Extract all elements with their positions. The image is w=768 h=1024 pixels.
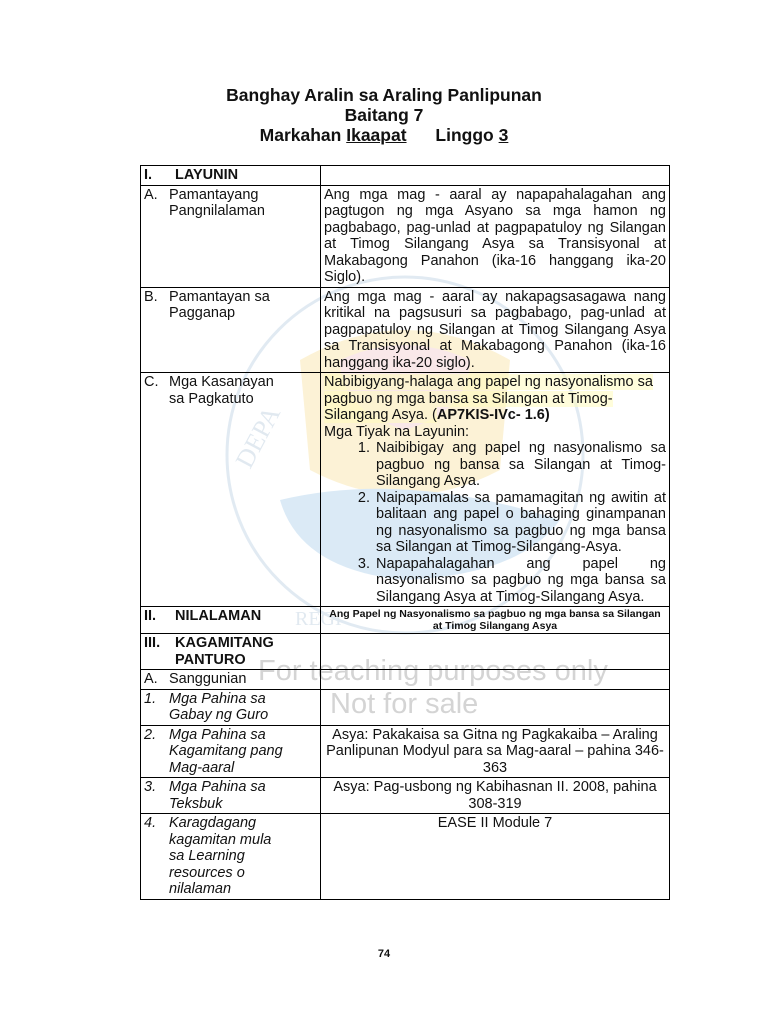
section-number: II. <box>144 608 157 624</box>
row-label <box>141 287 321 373</box>
table-row <box>141 185 670 287</box>
row-label <box>141 670 321 690</box>
quarter-value: Ikaapat <box>346 125 407 145</box>
quarter-label: Markahan <box>259 125 342 145</box>
kasanayan-text <box>324 374 666 424</box>
watermark-line-2: Not for sale <box>330 688 479 720</box>
week-value: 3 <box>498 125 509 145</box>
table-row <box>141 689 670 725</box>
lesson-plan-table <box>140 165 670 900</box>
list-item: 2. Naipapamalas sa pamamagitan ng awitin at balitaan ang papel o bahaging ginampanan ng nasyonalismo sa pagbuo ng mga bansa sa Silangan at Timog-Silangang-Asya. <box>374 490 666 556</box>
pamantayang-pangnilalaman-text: Ang mga mag - aaral ay napapahalagahan ang pagtugon ng mga Asyano sa mga hamon ng pagbabago, pag-unlad at pagpapatuloy ng Silangan at Timog Silangang Asya sa Transisyonal at Makabagong Panahon (ika-16 hanggang ika-20 Siglo). <box>321 185 670 287</box>
item-title: Mga Pahina sa Gabay ng Guro <box>169 690 269 723</box>
document-title: Banghay Aralin sa Araling Panlipunan <box>226 85 542 105</box>
row-label <box>141 373 321 607</box>
pamantayan-sa-pagganap-text: Ang mga mag - aaral ay nakapagsasagawa nang kritikal na pagsusuri sa pagbabago, pag-unlad at pagpapatuloy ng Silangan at Timog Silangang Asya sa Transisyonal at Makabagong Panahon (ika-16 hanggang ika-20 siglo). <box>321 287 670 373</box>
competency-text: Nabibigyang-halaga ang papel ng nasyonalismo sa pagbuo ng mga bansa sa Silangan at Timog-Silangang Asya. ( <box>324 374 653 423</box>
row-label <box>141 814 321 900</box>
row-label <box>141 778 321 814</box>
item-title: Sanggunian <box>169 671 247 687</box>
reference-value: Asya: Pag-usbong ng Kabihasnan II. 2008, pahina 308-319 <box>321 778 670 814</box>
page-number: 74 <box>377 948 391 960</box>
list-item: 3. Napapahalagahan ang papel ng nasyonalismo sa pagbuo ng mga bansa sa Silangang Asya at Timog-Silangang Asya. <box>374 556 666 606</box>
week-label: Linggo <box>435 125 494 145</box>
item-letter: B. <box>144 288 158 305</box>
empty-cell <box>321 634 670 670</box>
row-label <box>141 725 321 778</box>
section-label: LAYUNIN <box>175 167 239 183</box>
section-label: NILALAMAN <box>175 608 262 624</box>
seal-text-top: DEPA <box>229 401 287 473</box>
grade-level: Baitang 7 <box>344 105 424 125</box>
tiyak-heading: Mga Tiyak na Layunin: <box>324 423 470 440</box>
seal-text-bottom: REGI <box>295 608 342 630</box>
item-title: Karagdagang kagamitan mula sa Learning resources o nilalaman <box>169 815 272 897</box>
item-title: Pamantayan sa Pagganap <box>169 288 270 321</box>
empty-cell <box>321 166 670 186</box>
document-header <box>0 85 768 145</box>
row-label <box>141 689 321 725</box>
table-row <box>141 166 670 186</box>
table-row <box>141 373 670 607</box>
table-row <box>141 778 670 814</box>
section-number: I. <box>144 167 153 183</box>
list-item: 1. Naibibigay ang papel ng nasyonalismo sa pagbuo ng bansa sa Silangan at Timog-Silangang Asya. <box>374 440 666 490</box>
section-kagamitan <box>141 634 321 670</box>
section-number: III. <box>144 635 161 651</box>
table-row <box>141 634 670 670</box>
kasanayan-cell <box>321 373 670 607</box>
table-row <box>141 287 670 373</box>
item-letter: A. <box>144 186 158 203</box>
item-title: Pamantayang Pangnilalaman <box>169 186 265 219</box>
item-letter: C. <box>144 374 159 390</box>
section-label: KAGAMITANG PANTURO <box>175 635 274 668</box>
item-title: Mga Kasanayan sa Pagkatuto <box>169 374 274 407</box>
reference-value: EASE II Module 7 <box>321 814 670 900</box>
section-nilalaman <box>141 607 321 634</box>
reference-value <box>321 689 670 725</box>
item-number: 1. <box>144 690 157 707</box>
table-row <box>141 814 670 900</box>
row-label <box>141 185 321 287</box>
table-row <box>141 670 670 690</box>
objectives-list <box>324 440 666 605</box>
competency-code: AP7KIS-IVc- 1.6) <box>436 407 550 423</box>
item-title: Mga Pahina sa Kagamitang pang Mag-aaral <box>169 726 283 776</box>
reference-value: Asya: Pakakaisa sa Gitna ng Pagkakaiba – Araling Panlipunan Modyul para sa Mag-aaral – pahina 346-363 <box>321 725 670 778</box>
item-number: 3. <box>144 779 157 795</box>
table-row <box>141 607 670 634</box>
item-letter: A. <box>144 671 158 687</box>
item-title: Mga Pahina sa Teksbuk <box>169 779 266 812</box>
table-row <box>141 725 670 778</box>
empty-cell <box>321 670 670 690</box>
watermark-line-1: For teaching purposes only <box>258 655 608 687</box>
quarter-week-line <box>0 125 768 145</box>
item-number: 4. <box>144 815 157 831</box>
section-layunin <box>141 166 321 186</box>
item-number: 2. <box>144 726 157 743</box>
nilalaman-text: Ang Papel ng Nasyonalismo sa pagbuo ng mga bansa sa Silangan at Timog Silangang Asya <box>321 607 670 634</box>
